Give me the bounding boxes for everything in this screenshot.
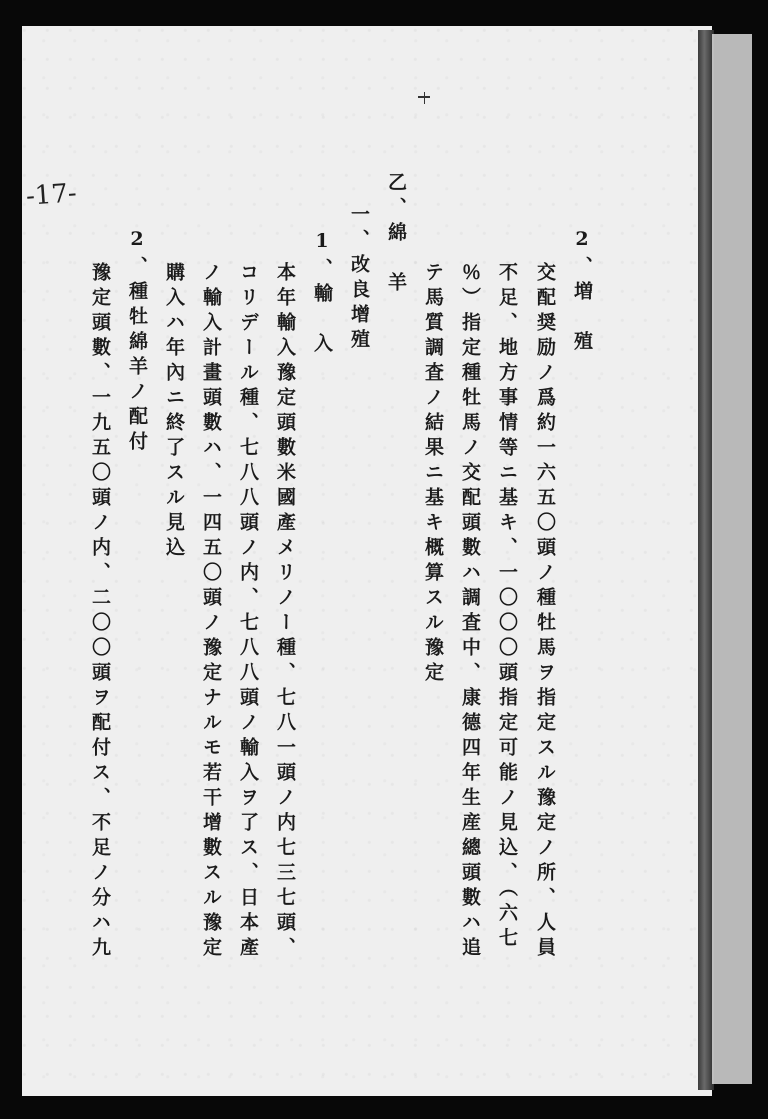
- subsection-heading: 一、改良增殖: [348, 204, 370, 354]
- paper-sheet: [22, 26, 712, 1096]
- text-column: ノ輸入計畫頭數ハ、一四五〇頭ノ豫定ナルモ若干增數スル豫定: [200, 262, 222, 962]
- text-column: コリデール種、七八八頭ノ内、七八八頭ノ輸入ヲ了ス、日本產: [237, 262, 259, 962]
- section-heading: 乙、綿 羊: [385, 172, 407, 297]
- text-column: 2、増 殖: [571, 228, 593, 356]
- text-column: ％）指定種牡馬ノ交配頭數ハ調査中、康德四年生産總頭數ハ追: [459, 262, 481, 962]
- page-edge: [712, 34, 752, 1084]
- text-column: 不足、地方事情等ニ基キ、一〇〇〇頭指定可能ノ見込、（六七: [496, 262, 518, 953]
- item-heading: 2、種牡綿羊ノ配付: [126, 228, 148, 456]
- text-column: 豫定頭數、一九五〇頭ノ内、二〇〇頭ヲ配付ス、不足ノ分ハ九: [89, 262, 111, 962]
- text-column: 本年輸入豫定頭數米國產メリノー種、七八一頭ノ内七三七頭、: [274, 262, 296, 962]
- text-column: テ馬質調査ノ結果ニ基キ概算スル豫定: [422, 262, 444, 687]
- item-heading: 1、輸 入: [311, 230, 333, 358]
- page-number: -17-: [25, 178, 78, 212]
- text-column: 交配奨励ノ爲約一六五〇頭ノ種牡馬ヲ指定スル豫定ノ所、人員: [534, 262, 556, 962]
- header-mark-stroke: [424, 92, 425, 104]
- text-column: 購入ハ年內ニ終了スル見込: [163, 262, 185, 562]
